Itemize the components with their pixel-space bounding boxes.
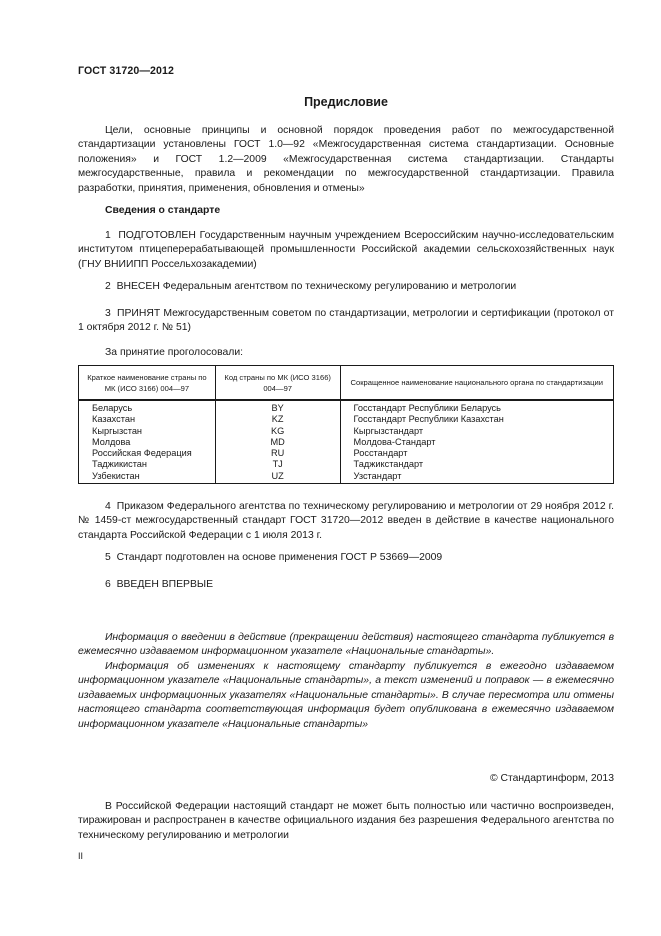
table-row [79,414,614,425]
code-cell: KG [215,426,340,437]
item-6 [78,578,614,592]
country-cell: Молдова [79,437,216,448]
item-number: 6 [105,579,111,590]
country-cell: Кыргызстан [79,426,216,437]
table-row [79,437,614,448]
voted-label: За принятие проголосовали: [105,347,244,358]
item-3 [78,307,614,336]
item-2 [78,280,614,294]
org-cell: Узстандарт [340,471,613,484]
item-text: Приказом Федерального агентства по техническому регулированию и метрологии от 29 ноября 2012 г. № 1459-ст межгосударственный стандарт ГОСТ 31720—2012 введен в действие в качестве национального стандарта Российской Федерации с 1 июля 2013 г. [78,501,614,541]
code-cell: TJ [215,459,340,470]
page-title: Предисловие [304,95,388,109]
code-cell: RU [215,448,340,459]
member-states-table [78,365,614,484]
item-text: ВВЕДЕН ВПЕРВЫЕ [116,579,214,590]
intro-paragraph: Цели, основные принципы и основной порядок проведения работ по межгосударственной стандартизации установлены ГОСТ 1.0—92 «Межгосударственная система стандартизации. Основные положения» и ГОСТ 1.2—2009 «Межгосударственная система стандартизации. Стандарты межгосударственные, правила и рекомендации по межгосударственной стандартизации. Правила разработки, принятия, применения, обновления и отмены» [78,125,614,194]
item-number: 5 [105,552,111,563]
country-cell: Беларусь [79,400,216,414]
rights-notice: В Российской Федерации настоящий стандарт не может быть полностью или частично воспроизведен, тиражирован и распространен в качестве официального издания без разрешения Федерального агентства по техническому регулированию и метрологии [78,801,614,841]
country-cell: Российская Федерация [79,448,216,459]
table-row [79,426,614,437]
item-text: ПОДГОТОВЛЕН Государственным научным учреждением Всероссийским научно-исследовательским институтом птицеперерабатывающей промышленности Российской академии сельскохозяйственных наук (ГНУ ВНИИПП Россельхозакадемии) [78,230,614,270]
org-cell: Таджикстандарт [340,459,613,470]
item-text: ПРИНЯТ Межгосударственным советом по стандартизации, метрологии и сертификации (протокол от 1 октября 2012 г. № 51) [78,308,614,334]
item-text: Стандарт подготовлен на основе применения ГОСТ Р 53669—2009 [116,552,443,563]
info-paragraph-changes: Информация об изменениях к настоящему стандарту публикуется в ежегодно издаваемом информационном указателе «Национальные стандарты», а текст изменений и поправок — в ежемесячно издаваемых информационных указателях «Национальные стандарты». В случае пересмотра или отмены настоящего стандарта соответствующая информация будет опубликована в ежемесячно издаваемом информационном указателе «Национальные стандарты» [78,661,614,730]
org-cell: Кыргызстандарт [340,426,613,437]
item-5 [78,551,614,565]
item-number: 2 [105,281,111,292]
table-header-row [79,366,614,401]
table-row [79,448,614,459]
column-header-country: Краткое наименование страны по МК (ИСО 3166) 004—97 [79,366,216,401]
column-header-org: Сокращенное наименование национального органа по стандартизации [340,366,613,401]
copyright-notice: © Стандартинформ, 2013 [489,773,614,784]
country-cell: Таджикистан [79,459,216,470]
item-number: 4 [105,501,111,512]
code-cell: MD [215,437,340,448]
item-number: 1 [105,230,111,241]
item-1 [78,229,614,272]
code-cell: KZ [215,414,340,425]
table-row [79,400,614,414]
section-heading: Сведения о стандарте [105,205,221,216]
code-cell: UZ [215,471,340,484]
org-cell: Росстандарт [340,448,613,459]
table-row [79,459,614,470]
page-number: II [78,851,84,861]
item-number: 3 [105,308,111,319]
country-cell: Казахстан [79,414,216,425]
column-header-code: Код страны по МК (ИСО 3166) 004—97 [215,366,340,401]
org-cell: Молдова-Стандарт [340,437,613,448]
table-row [79,471,614,484]
org-cell: Госстандарт Республики Беларусь [340,400,613,414]
country-cell: Узбекистан [79,471,216,484]
item-text: ВНЕСЕН Федеральным агентством по техническому регулированию и метрологии [116,281,517,292]
org-cell: Госстандарт Республики Казахстан [340,414,613,425]
standard-code-header: ГОСТ 31720—2012 [78,65,175,77]
code-cell: BY [215,400,340,414]
item-4 [78,500,614,543]
info-paragraph-introduction: Информация о введении в действие (прекращении действия) настоящего стандарта публикуется в ежемесячно издаваемом информационном указателе «Национальные стандарты». [78,632,614,658]
